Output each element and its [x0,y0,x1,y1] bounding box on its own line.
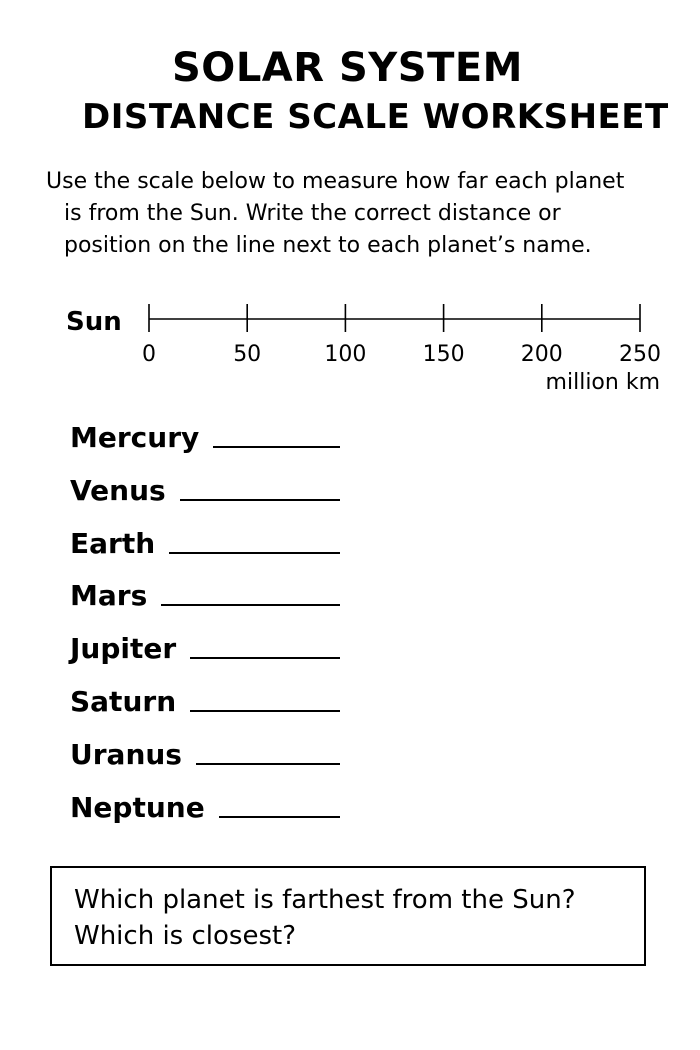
planet-name: Earth [70,526,156,560]
planet-row [70,627,340,667]
scale-sun-label: Sun [66,307,122,337]
instructions-line-2: is from the Sun. Write the correct distance or [64,201,561,226]
planet-name: Saturn [70,685,177,718]
planet-name: Jupiter [70,632,177,666]
planet-name: Venus [70,473,166,507]
planet-name: Uranus [70,737,182,771]
planet-row [70,469,340,509]
answer-blank-line[interactable] [196,763,340,765]
instructions-line-1: Use the scale below to measure how far each planet [46,169,625,194]
question-line-2: Which is closest? [74,921,296,951]
question-box [50,866,646,966]
scale-tick-label: 50 [233,342,262,367]
question-text [74,882,576,954]
scale-tick-label: 250 [619,342,661,367]
scale-tick-label: 100 [324,342,367,367]
planet-row [70,680,340,720]
answer-blank-line[interactable] [219,816,340,818]
scale-unit-label: million km [545,370,660,395]
answer-blank-line[interactable] [169,552,340,554]
planet-row [70,574,340,614]
scale-tick-label: 0 [142,342,156,367]
planet-name: Mercury [70,421,200,454]
planet-name: Neptune [70,790,205,824]
answer-blank-line[interactable] [180,499,340,501]
answer-blank-line[interactable] [190,710,340,712]
planet-row [70,786,340,826]
planet-name: Mars [70,579,148,613]
page-title: SOLAR SYSTEM [172,45,523,91]
instructions [46,166,666,262]
planet-row [70,733,340,773]
question-line-1: Which planet is farthest from the Sun? [74,885,576,915]
distance-scale [0,290,700,400]
scale-tick-label: 150 [422,342,465,367]
planet-row [70,416,340,456]
answer-blank-line[interactable] [190,657,340,659]
scale-tick-label: 200 [520,342,563,367]
page-subtitle: DISTANCE SCALE WORKSHEET [82,97,669,137]
answer-blank-line[interactable] [161,604,340,606]
answer-blank-line[interactable] [213,446,340,448]
planet-row [70,522,340,562]
instructions-line-3: position on the line next to each planet’s name. [64,233,592,258]
